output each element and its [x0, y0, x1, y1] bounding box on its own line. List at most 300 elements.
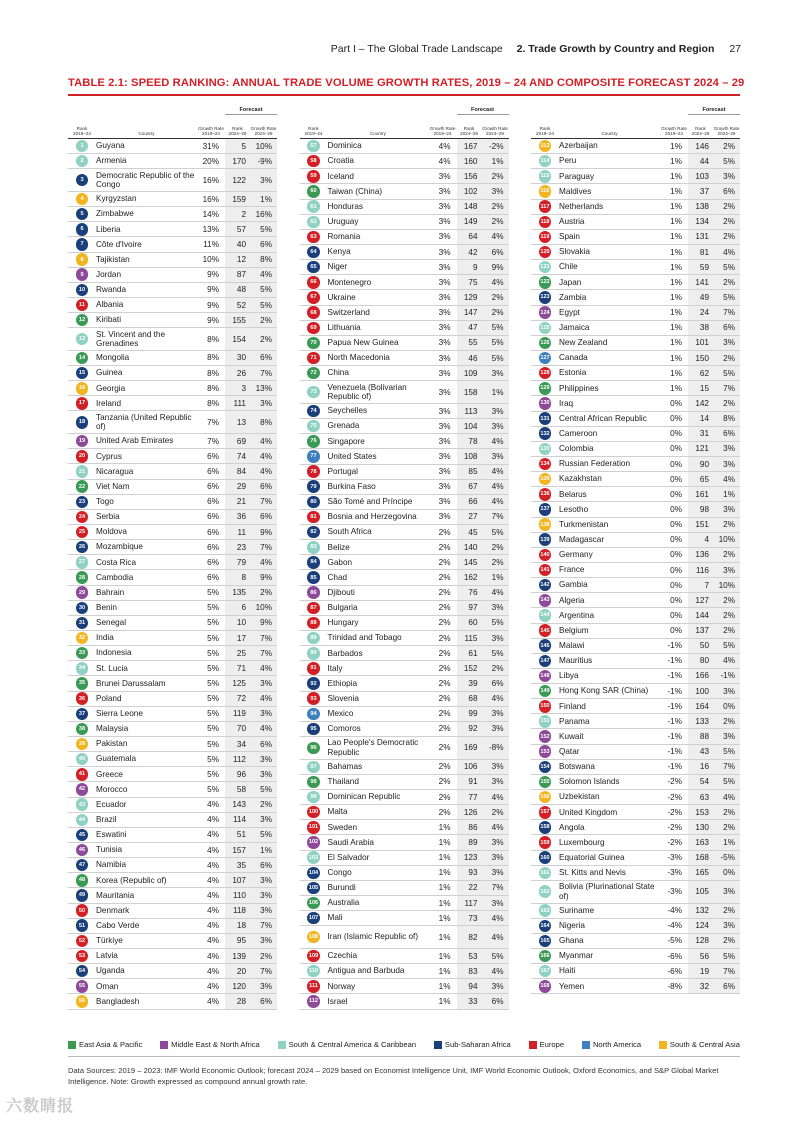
table-row	[300, 722, 509, 737]
forecast-growth: 3%	[482, 896, 509, 910]
rank-cell	[68, 874, 96, 887]
rank-badge: 46	[76, 844, 89, 857]
rank-badge: 6	[76, 223, 89, 236]
forecast-rank: 74	[225, 449, 250, 463]
country-name: Austria	[559, 217, 585, 227]
forecast-growth: 2%	[250, 586, 277, 600]
rank-badge: 72	[307, 367, 320, 380]
rank-badge: 39	[76, 738, 89, 751]
forecast-growth: 6%	[482, 245, 509, 259]
rank-cell	[68, 253, 96, 266]
rank-badge: 37	[76, 708, 89, 721]
rank-cell	[531, 291, 559, 304]
growth-rate: 3%	[438, 451, 451, 461]
rank-badge: 56	[76, 995, 89, 1008]
growth-rate: -4%	[667, 921, 682, 931]
rank-cell	[68, 738, 96, 751]
country-name: Italy	[327, 663, 343, 673]
forecast-growth: 5%	[713, 775, 740, 789]
forecast-growth: 5%	[713, 745, 740, 759]
forecast-growth: 3%	[713, 881, 740, 903]
forecast-rank: 115	[457, 631, 482, 645]
rank-cell	[68, 692, 96, 705]
table-row	[300, 949, 509, 964]
rank-badge: 167	[539, 965, 552, 978]
forecast-rank: 132	[688, 904, 713, 918]
forecast-growth: 7%	[713, 964, 740, 978]
table-row	[531, 154, 740, 169]
rank-cell	[68, 238, 96, 251]
table-row	[68, 964, 277, 979]
table-row	[68, 767, 277, 782]
forecast-growth: 7%	[250, 631, 277, 645]
table-row	[300, 964, 509, 979]
country-name: Lao People's Democratic Republic	[327, 738, 419, 757]
table-row	[300, 851, 509, 866]
country-name: Egypt	[559, 307, 580, 317]
rank-badge: 15	[76, 367, 89, 380]
forecast-growth: 5%	[482, 351, 509, 365]
rank-badge: 146	[539, 639, 552, 652]
forecast-growth: 4%	[482, 820, 509, 834]
forecast-rank: 65	[688, 472, 713, 486]
table-row	[531, 306, 740, 321]
forecast-rank: 61	[457, 646, 482, 660]
growth-rate: 7%	[207, 417, 219, 427]
forecast-rank: 137	[688, 624, 713, 638]
rank-header: Rank 2019–24	[304, 126, 323, 136]
country-name: Guatemala	[96, 754, 137, 764]
forecast-growth-header: Growth Rate 2024–29	[250, 126, 277, 136]
growth-rate: 20%	[202, 156, 219, 166]
country-name: Uzbekistan	[559, 792, 600, 802]
rank-badge: 109	[307, 950, 320, 963]
table-row	[68, 661, 277, 676]
table-row	[300, 555, 509, 570]
table-row	[300, 366, 509, 381]
forecast-rank: 110	[225, 888, 250, 902]
table-row	[300, 835, 509, 850]
rank-cell	[300, 450, 328, 463]
table-row	[531, 245, 740, 260]
forecast-growth: 4%	[250, 464, 277, 478]
forecast-growth-header: Growth Rate 2024–29	[713, 126, 740, 136]
rank-badge: 110	[307, 965, 320, 978]
forecast-rank: 21	[225, 495, 250, 509]
growth-rate: 2%	[438, 792, 451, 802]
forecast-rank: 8	[225, 570, 250, 584]
country-name: Peru	[559, 156, 577, 166]
country-name: Czechia	[327, 951, 358, 961]
forecast-rank: 169	[457, 737, 482, 759]
rank-badge: 62	[307, 216, 320, 229]
rank-badge: 86	[307, 586, 320, 599]
forecast-rank: 17	[225, 631, 250, 645]
rank-badge: 163	[539, 904, 552, 917]
growth-rate: 2%	[438, 603, 451, 613]
forecast-growth: 4%	[482, 926, 509, 948]
forecast-growth: 3%	[482, 184, 509, 198]
forecast-rank: 49	[688, 290, 713, 304]
rank-badge: 154	[539, 761, 552, 774]
rank-badge: 150	[539, 700, 552, 713]
rank-badge: 70	[307, 337, 320, 350]
country-name: Chad	[327, 572, 348, 582]
rank-badge: 38	[76, 723, 89, 736]
country-name: Kuwait	[559, 731, 584, 741]
forecast-growth: 3%	[250, 888, 277, 902]
table-row	[300, 139, 509, 154]
growth-rate: 4%	[207, 845, 219, 855]
growth-rate: -2%	[667, 822, 682, 832]
table-row	[531, 548, 740, 563]
table-row	[68, 616, 277, 631]
growth-rate: 5%	[207, 648, 219, 658]
rank-badge: 48	[76, 874, 89, 887]
growth-rate: 2%	[438, 573, 451, 583]
country-name: Papua New Guinea	[327, 338, 399, 348]
legend-label: Sub-Saharan Africa	[444, 1040, 511, 1049]
country-name: Paraguay	[559, 171, 595, 181]
rank-cell	[531, 306, 559, 319]
forecast-rank: 129	[457, 290, 482, 304]
table-row	[531, 624, 740, 639]
table-row	[531, 215, 740, 230]
rank-badge: 21	[76, 465, 89, 478]
rank-cell	[531, 216, 559, 229]
rank-badge: 139	[539, 533, 552, 546]
forecast-growth: 7%	[250, 540, 277, 554]
rank-badge: 88	[307, 617, 320, 630]
country-name: New Zealand	[559, 338, 608, 348]
rank-badge: 101	[307, 821, 320, 834]
rank-cell	[300, 231, 328, 244]
country-name: Bahamas	[327, 762, 363, 772]
table-row	[531, 669, 740, 684]
rank-cell	[531, 185, 559, 198]
rank-cell	[68, 602, 96, 615]
forecast-rank: 118	[225, 904, 250, 918]
rank-badge: 73	[307, 386, 320, 399]
country-name: Solomon Islands	[559, 777, 620, 787]
forecast-rank: 100	[688, 684, 713, 698]
table-row	[300, 321, 509, 336]
country-name: Malaysia	[96, 724, 129, 734]
country-name: Armenia	[96, 156, 127, 166]
forecast-label: Forecast	[457, 106, 509, 115]
forecast-growth: 6%	[713, 321, 740, 335]
rank-cell	[300, 995, 328, 1008]
forecast-growth: 3%	[250, 396, 277, 410]
rank-cell	[531, 246, 559, 259]
rank-badge: 4	[76, 193, 89, 206]
country-name: Côte d'Ivoire	[96, 239, 142, 249]
forecast-growth: 3%	[482, 707, 509, 721]
country-name: Indonesia	[96, 648, 132, 658]
country-name: Albania	[96, 300, 124, 310]
growth-rate: 3%	[438, 277, 451, 287]
rank-badge: 152	[539, 730, 552, 743]
forecast-growth: 0%	[713, 866, 740, 880]
growth-rate: 5%	[207, 769, 219, 779]
table-row	[68, 737, 277, 752]
growth-rate: 0%	[670, 580, 682, 590]
rank-badge: 168	[539, 980, 552, 993]
rank-cell	[300, 246, 328, 259]
column-headers	[531, 114, 740, 139]
forecast-growth: 2%	[713, 593, 740, 607]
country-name: Liberia	[96, 224, 121, 234]
growth-rate: 5%	[207, 739, 219, 749]
forecast-growth: 1%	[250, 843, 277, 857]
rank-cell	[300, 897, 328, 910]
country-name: Uganda	[96, 966, 125, 976]
country-name: Tanzania (United Republic of)	[96, 412, 192, 432]
rank-badge: 95	[307, 723, 320, 736]
country-name: Algeria	[559, 595, 585, 605]
forecast-rank: 155	[225, 313, 250, 327]
growth-rate: 5%	[207, 663, 219, 673]
rank-cell	[68, 397, 96, 410]
country-name: Nigeria	[559, 921, 585, 931]
rank-cell	[300, 867, 328, 880]
forecast-rank: 122	[225, 169, 250, 191]
country-name: Denmark	[96, 905, 130, 915]
country-name: Grenada	[327, 421, 360, 431]
growth-rate: -6%	[667, 966, 682, 976]
country-name: Tunisia	[96, 845, 123, 855]
rank-cell	[531, 851, 559, 864]
table-row	[531, 487, 740, 502]
country-name: Lithuania	[327, 323, 361, 332]
country-name: Zambia	[559, 292, 587, 302]
forecast-rank: 54	[688, 775, 713, 789]
country-name: United Kingdom	[559, 807, 618, 817]
forecast-rank: 60	[457, 616, 482, 630]
forecast-rank: 39	[457, 676, 482, 690]
forecast-growth: 3%	[482, 366, 509, 380]
forecast-growth: 4%	[482, 465, 509, 479]
table-row	[300, 495, 509, 510]
forecast-growth: 6%	[250, 858, 277, 872]
forecast-growth: 2%	[482, 555, 509, 569]
forecast-growth: 2%	[250, 328, 277, 350]
rank-cell	[300, 602, 328, 615]
forecast-growth: 5%	[713, 154, 740, 168]
growth-rate: 1%	[438, 932, 451, 942]
forecast-rank: 58	[225, 782, 250, 796]
forecast-rank: 42	[457, 245, 482, 259]
rank-cell	[68, 844, 96, 857]
forecast-growth: -2%	[482, 139, 509, 153]
forecast-growth: 3%	[250, 979, 277, 993]
forecast-rank: 26	[225, 366, 250, 380]
country-name: Slovakia	[559, 247, 590, 257]
rank-cell	[68, 223, 96, 236]
table-row	[531, 593, 740, 608]
forecast-header	[68, 106, 277, 114]
forecast-growth: 6%	[250, 237, 277, 251]
growth-rate: 6%	[207, 497, 219, 507]
country-name: Pakistan	[96, 739, 128, 749]
forecast-rank: 113	[457, 404, 482, 418]
table-row	[68, 722, 277, 737]
country-name: Luxembourg	[559, 837, 605, 847]
rank-cell	[531, 276, 559, 289]
rank-cell	[68, 586, 96, 599]
table-row	[68, 464, 277, 479]
forecast-rank: 95	[225, 934, 250, 948]
country-name: Sweden	[327, 822, 358, 832]
rank-cell	[300, 140, 328, 153]
country-name: Kiribati	[96, 315, 122, 325]
country-name: Malta	[327, 807, 348, 817]
growth-rate: 2%	[438, 807, 451, 817]
forecast-header	[300, 106, 509, 114]
country-name: Dominica	[327, 141, 362, 151]
growth-rate: -1%	[667, 641, 682, 651]
forecast-rank: 89	[457, 835, 482, 849]
rank-cell	[68, 556, 96, 569]
rank-badge: 82	[307, 526, 320, 539]
country-name: Morocco	[96, 784, 128, 794]
rank-badge: 164	[539, 920, 552, 933]
rank-badge: 10	[76, 284, 89, 297]
rank-cell	[531, 715, 559, 728]
forecast-rank: 157	[225, 843, 250, 857]
growth-rate: 4%	[207, 906, 219, 916]
rank-cell	[300, 420, 328, 433]
rank-cell	[68, 708, 96, 721]
rank-cell	[68, 723, 96, 736]
rank-badge: 143	[539, 594, 552, 607]
forecast-growth: 4%	[250, 722, 277, 736]
forecast-growth: 2%	[713, 518, 740, 532]
rank-cell	[68, 435, 96, 448]
table-row	[68, 313, 277, 328]
country-name: Suriname	[559, 905, 595, 915]
rank-cell	[68, 889, 96, 902]
table-row	[68, 979, 277, 994]
forecast-growth: -8%	[482, 737, 509, 759]
forecast-rank: 10	[225, 616, 250, 630]
growth-rate: 6%	[207, 467, 219, 477]
rank-badge: 89	[307, 632, 320, 645]
rank-badge: 80	[307, 496, 320, 509]
forecast-rank: 37	[688, 184, 713, 198]
rank-badge: 122	[539, 276, 552, 289]
growth-rate: 1%	[670, 353, 682, 363]
table-row	[300, 260, 509, 275]
forecast-growth: 5%	[713, 290, 740, 304]
rank-cell	[531, 670, 559, 683]
legend-swatch	[160, 1041, 168, 1049]
forecast-growth: 2%	[713, 215, 740, 229]
rank-cell	[531, 473, 559, 486]
rank-badge: 126	[539, 337, 552, 350]
growth-rate: 1%	[670, 323, 682, 333]
forecast-growth: 6%	[713, 979, 740, 993]
table-row	[531, 866, 740, 881]
rank-cell	[531, 261, 559, 274]
growth-rate: 1%	[670, 217, 682, 227]
country-name: Australia	[327, 898, 360, 908]
table-row	[300, 805, 509, 820]
table-row	[68, 752, 277, 767]
growth-rate: 0%	[670, 504, 682, 514]
country-header: Country	[601, 131, 618, 136]
growth-rate: 3%	[438, 406, 451, 416]
table-row	[68, 525, 277, 540]
growth-rate: 4%	[207, 815, 219, 825]
rank-badge: 68	[307, 306, 320, 319]
rank-badge: 12	[76, 314, 89, 327]
growth-rate: -1%	[667, 656, 682, 666]
rank-cell	[68, 382, 96, 395]
country-name: Azerbaijan	[559, 141, 598, 151]
table-row	[300, 465, 509, 480]
growth-rate: 2%	[438, 679, 451, 689]
country-name: Gabon	[327, 557, 353, 567]
country-name: Argentina	[559, 610, 595, 620]
rank-badge: 28	[76, 571, 89, 584]
forecast-rank: 38	[688, 321, 713, 335]
country-name: Mauritania	[96, 890, 135, 900]
table-row	[68, 904, 277, 919]
rank-cell	[300, 480, 328, 493]
growth-rate: 1%	[670, 383, 682, 393]
growth-rate: 5%	[207, 724, 219, 734]
forecast-rank: 62	[688, 366, 713, 380]
growth-rate: 3%	[438, 171, 451, 181]
country-header: Country	[138, 131, 155, 136]
table-row	[531, 714, 740, 729]
rank-cell	[300, 931, 328, 944]
country-name: Cabo Verde	[96, 920, 140, 930]
forecast-rank: 144	[688, 608, 713, 622]
forecast-growth: 7%	[713, 381, 740, 395]
growth-rate: 0%	[670, 520, 682, 530]
forecast-rank: 90	[688, 457, 713, 471]
legend-swatch	[582, 1041, 590, 1049]
forecast-growth: 3%	[250, 752, 277, 766]
forecast-growth: -1%	[713, 669, 740, 683]
growth-rate: 1%	[670, 186, 682, 196]
growth-rate: 3%	[438, 497, 451, 507]
rank-badge: 121	[539, 261, 552, 274]
forecast-growth: 3%	[250, 169, 277, 191]
forecast-growth: 2%	[713, 904, 740, 918]
rank-cell	[300, 723, 328, 736]
table-row	[300, 419, 509, 434]
forecast-rank: 27	[457, 510, 482, 524]
rank-cell	[68, 450, 96, 463]
rank-badge: 144	[539, 609, 552, 622]
rank-cell	[300, 776, 328, 789]
rank-cell	[68, 859, 96, 872]
table-row	[68, 570, 277, 585]
growth-rate: 5%	[207, 694, 219, 704]
rank-cell	[68, 829, 96, 842]
growth-rate: 0%	[670, 535, 682, 545]
rank-badge: 114	[539, 155, 552, 168]
forecast-growth: 4%	[482, 434, 509, 448]
rank-cell	[300, 337, 328, 350]
rank-badge: 59	[307, 170, 320, 183]
growth-rate: 2%	[438, 648, 451, 658]
rank-badge: 119	[539, 231, 552, 244]
rank-badge: 29	[76, 586, 89, 599]
